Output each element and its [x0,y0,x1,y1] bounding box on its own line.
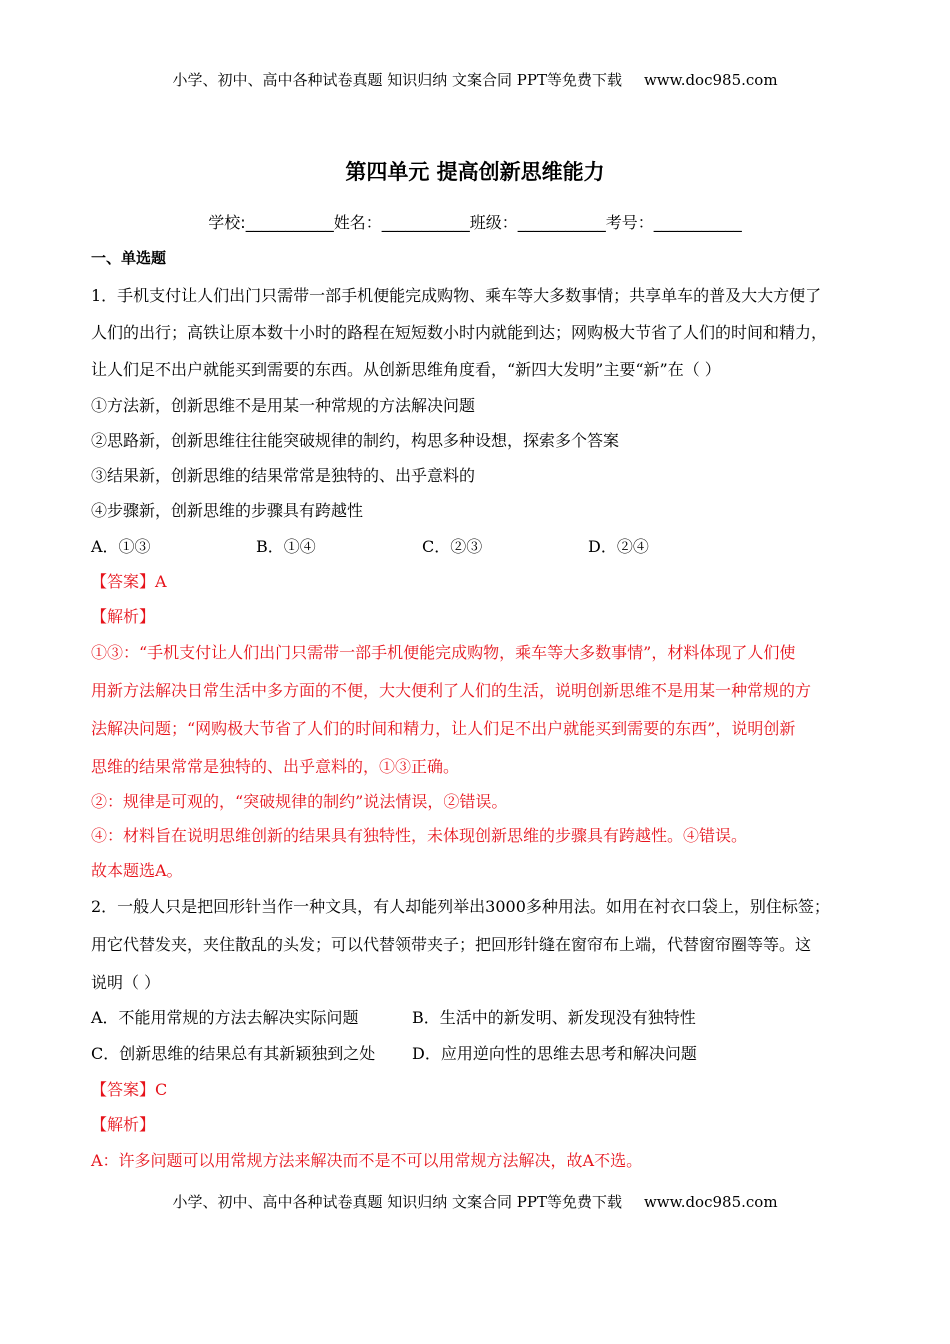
q2-stem-line-1: 2．一般人只是把回形针当作一种文具，有人却能列举出3000多种用法。如用在衬衣口袋上，别住标签； [91,897,830,916]
q2-stem-line-2: 用它代替发夹，夹住散乱的头发；可以代替领带夹子；把回形针缝在窗帘布上端，代替窗帘圈等等。这 [91,935,812,954]
q1-analysis-line-3: 法解决问题；“网购极大节省了人们的时间和精力，让人们足不出户就能买到需要的东西”，说明创新 [91,719,796,738]
q2-option-b: B．生活中的新发明、新发现没有独特性 [412,1008,696,1027]
q1-stem-line-1: 1．手机支付让人们出门只需带一部手机便能完成购物、乘车等大多数事情；共享单车的普及大大方便了 [91,286,822,305]
q2-analysis-label: 【解析】 [91,1115,156,1134]
q1-item-1: ①方法新，创新思维不是用某一种常规的方法解决问题 [91,396,476,415]
q2-option-d: D．应用逆向性的思维去思考和解决问题 [412,1044,697,1063]
footer-text: 小学、初中、高中各种试卷真题 知识归纳 文案合同 PPT等免费下载 [172,1193,622,1211]
page-header [0,69,950,90]
q1-analysis-line-7: 故本题选A。 [91,861,183,880]
q1-option-c: C．②③ [422,537,483,556]
q2-option-a: A．不能用常规的方法去解决实际问题 [91,1008,359,1027]
student-info-line: 学校:___________姓名：___________班级：___________考号：___________ [208,213,742,232]
q1-analysis-line-6: ④：材料旨在说明思维创新的结果具有独特性，未体现创新思维的步骤具有跨越性。④错误。 [91,826,748,845]
answer-value: C [155,1080,168,1099]
q1-analysis-line-4: 思维的结果常常是独特的、出乎意料的，①③正确。 [91,757,460,776]
q1-analysis-line-1: ①③：“手机支付让人们出门只需带一部手机便能完成购物，乘车等大多数事情”，材料体现了人们使 [91,643,796,662]
q1-analysis-line-2: 用新方法解决日常生活中多方面的不便，大大便利了人们的生活，说明创新思维不是用某一种常规的方 [91,681,812,700]
q1-item-2: ②思路新，创新思维往往能突破规律的制约，构思多种设想，探索多个答案 [91,431,620,450]
q1-stem-line-3: 让人们足不出户就能买到需要的东西。从创新思维角度看，“新四大发明”主要“新”在（ ） [91,360,721,379]
q1-option-b: B．①④ [256,537,316,556]
q2-option-c: C．创新思维的结果总有其新颖独到之处 [91,1044,376,1063]
page-footer [0,1191,950,1212]
page-title: 第四单元 提高创新思维能力 [345,160,605,184]
header-text: 小学、初中、高中各种试卷真题 知识归纳 文案合同 PPT等免费下载 [172,71,622,89]
answer-label: 【答案】 [91,1080,156,1099]
q1-stem-line-2: 人们的出行；高铁让原本数十小时的路程在短短数小时内就能到达；网购极大节省了人们的时间和精力， [91,323,828,342]
header-site-link[interactable]: www.doc985.com [643,71,778,89]
q2-analysis-line-1: A：许多问题可以用常规方法来解决而不是不可以用常规方法解决，故A不选。 [91,1151,643,1170]
q1-analysis-label: 【解析】 [91,607,156,626]
section-heading: 一、单选题 [91,249,167,267]
footer-site-link[interactable]: www.doc985.com [643,1193,778,1211]
q1-option-d: D．②④ [588,537,649,556]
q1-item-3: ③结果新，创新思维的结果常常是独特的、出乎意料的 [91,466,476,485]
answer-value: A [155,572,167,591]
answer-label: 【答案】 [91,572,156,591]
q1-option-a: A．①③ [91,537,151,556]
q1-analysis-line-5: ②：规律是可观的，“突破规律的制约”说法情误，②错误。 [91,792,508,811]
q2-stem-line-3: 说明（ ） [91,973,161,992]
q1-item-4: ④步骤新，创新思维的步骤具有跨越性 [91,501,364,520]
q2-answer [91,1077,167,1100]
q1-answer [91,569,167,592]
